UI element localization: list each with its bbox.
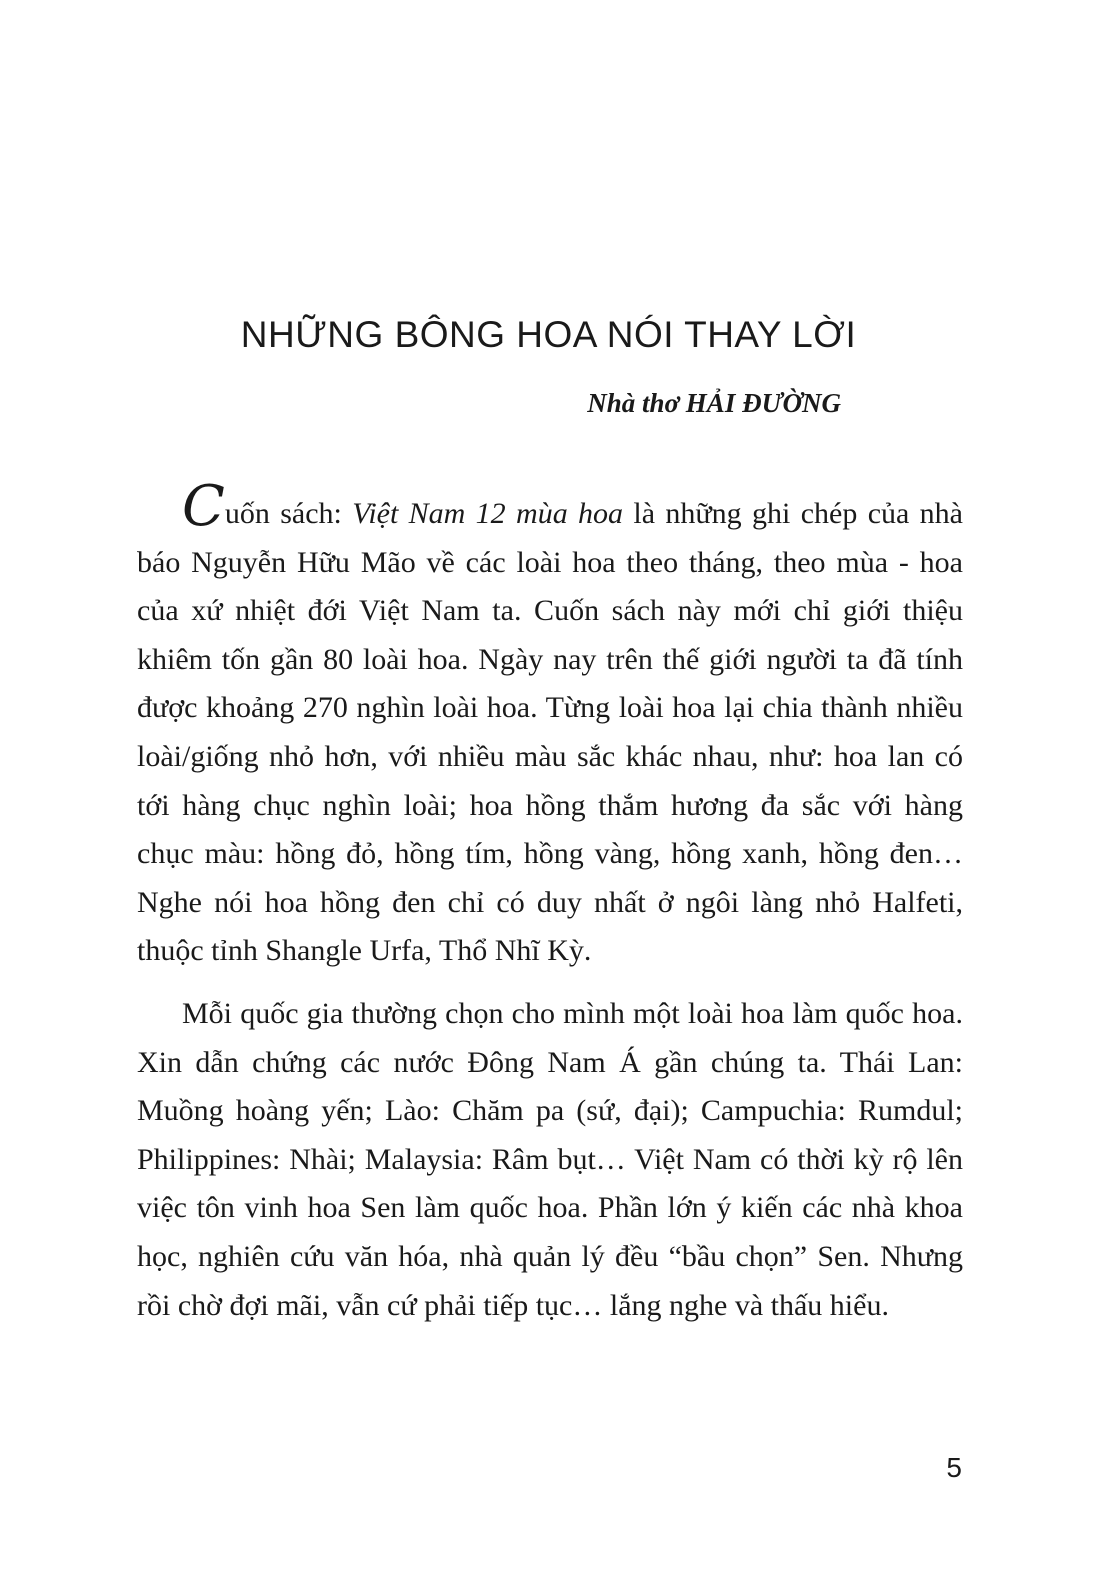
book-title: Việt Nam 12 mùa hoa	[352, 497, 624, 530]
paragraph-1-lead: uốn sách:	[224, 497, 353, 530]
author-byline: Nhà thơ HẢI ĐƯỜNG	[587, 388, 841, 418]
chapter-title: NHỮNG BÔNG HOA NÓI THAY LỜI	[240, 314, 857, 355]
page-number: 5	[946, 1452, 962, 1483]
paragraph-2: Mỗi quốc gia thường chọn cho mình một loài hoa làm quốc hoa. Xin dẫn chứng các nước Đông Nam Á gần chúng ta. Thái Lan: Muồng hoàng yến; Lào: Chăm pa (sứ, đại); Campuchia: Rumdul; Philippines: Nhài; Malaysia: Râm bụt… Việt Nam có thời kỳ rộ lên việc tôn vinh hoa Sen làm quốc hoa. Phần lớn ý kiến các nhà khoa học, nghiên cứu văn hóa, nhà quản lý đều “bầu chọn” Sen. Nhưng rồi chờ đợi mãi, vẫn cứ phải tiếp tục… lắng nghe và thấu hiểu.	[137, 996, 963, 1322]
body-text	[137, 474, 964, 1344]
drop-cap: C	[182, 474, 225, 539]
paragraph-1-text: là những ghi chép của nhà báo Nguyễn Hữu Mão về các loài hoa theo tháng, theo mùa - hoa của xứ nhiệt đới Việt Nam ta. Cuốn sách này mới chỉ giới thiệu khiêm tốn gần 80 loài hoa. Ngày nay trên thế giới người ta đã tính được khoảng 270 nghìn loài hoa. Từng loài hoa lại chia thành nhiều loài/giống nhỏ hơn, với nhiều màu sắc khác nhau, như: hoa lan có tới hàng chục nghìn loài; hoa hồng thắm hương đa sắc với hàng chục màu: hồng đỏ, hồng tím, hồng vàng, hồng xanh, hồng đen… Nghe nói hoa hồng đen chỉ có duy nhất ở ngôi làng nhỏ Halfeti, thuộc tỉnh Shangle Urfa, Thổ Nhĩ Kỳ.	[137, 497, 964, 968]
paragraph-1	[137, 474, 964, 976]
